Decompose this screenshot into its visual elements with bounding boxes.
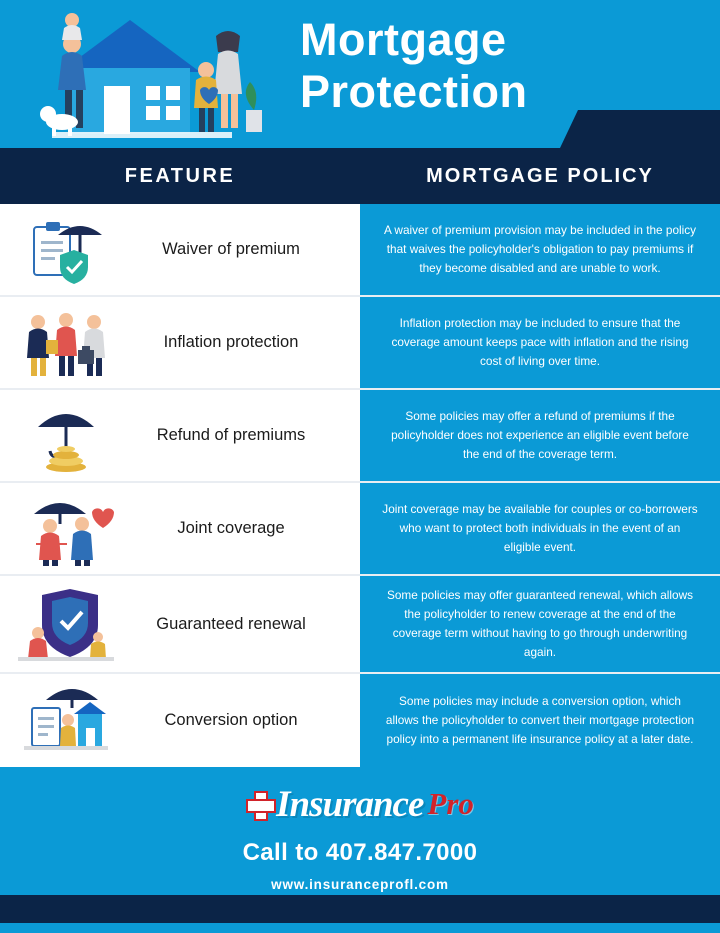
header [0,0,720,148]
table-row [0,576,720,674]
table-row [0,390,720,483]
family-and-house-illustration [0,0,290,148]
column-header-policy: MORTGAGE POLICY [426,164,654,187]
feature-cell [0,204,360,295]
policy-cell: Some policies may offer guaranteed renewal, which allows the policyholder to renew coverage at the end of the coverage term without having to go through underwriting again. [360,576,720,672]
table-row [0,674,720,767]
feature-cell [0,390,360,481]
feature-cell [0,674,360,767]
page-title-line2: Protection [300,66,528,117]
policy-cell: A waiver of premium provision may be included in the policy that waives the policyholder's obligation to pay premiums if they become disabled and are unable to work. [360,204,720,295]
feature-cell [0,297,360,388]
comparison-table [0,204,720,767]
policy-cell: Some policies may offer a refund of premiums if the policyholder does not experience an eligible event before the end of the coverage term. [360,390,720,481]
feature-label: Joint coverage [177,519,285,537]
policy-cell: Joint coverage may be available for couples or co-borrowers who want to protect both individuals in the event of an eligible event. [360,483,720,574]
phone-number[interactable]: Call to 407.847.7000 [242,839,478,866]
feature-label: Conversion option [164,711,298,729]
couple-umbrella-heart-icon [14,492,118,566]
insurance-pro-logo [246,781,474,827]
table-row [0,204,720,297]
page-title [300,14,700,118]
policy-cell: Some policies may include a conversion option, which allows the policyholder to convert their mortgage protection policy into a permanent life insurance policy at a later date. [360,674,720,767]
feature-label: Inflation protection [163,333,299,351]
page-title-line1: Mortgage [300,14,507,65]
table-row [0,483,720,576]
feature-label: Guaranteed renewal [156,614,306,633]
feature-label: Waiver of premium [162,240,300,258]
feature-label: Refund of premiums [156,426,306,444]
shield-check-family-icon [14,587,118,661]
column-header-feature: FEATURE [124,164,236,187]
logo-secondary-text: Pro [427,786,474,821]
policy-cell: Inflation protection may be included to ensure that the coverage amount keeps pace with inflation and the rising cost of living over time. [360,297,720,388]
house-document-umbrella-icon [14,684,118,758]
feature-cell [0,483,360,574]
website-url[interactable]: www.insuranceprofl.com [271,877,449,892]
people-shopping-inflation-icon [14,306,118,380]
feature-cell [0,576,360,672]
umbrella-over-coins-icon [14,399,118,473]
clipboard-umbrella-shield-icon [14,213,118,287]
logo-primary-text: Insurance [276,783,424,825]
medical-cross-icon [246,791,272,817]
footer-bottom-bar [0,895,720,923]
table-column-headers [0,148,720,204]
table-row [0,297,720,390]
header-wedge-decoration [560,110,720,148]
footer [0,767,720,923]
